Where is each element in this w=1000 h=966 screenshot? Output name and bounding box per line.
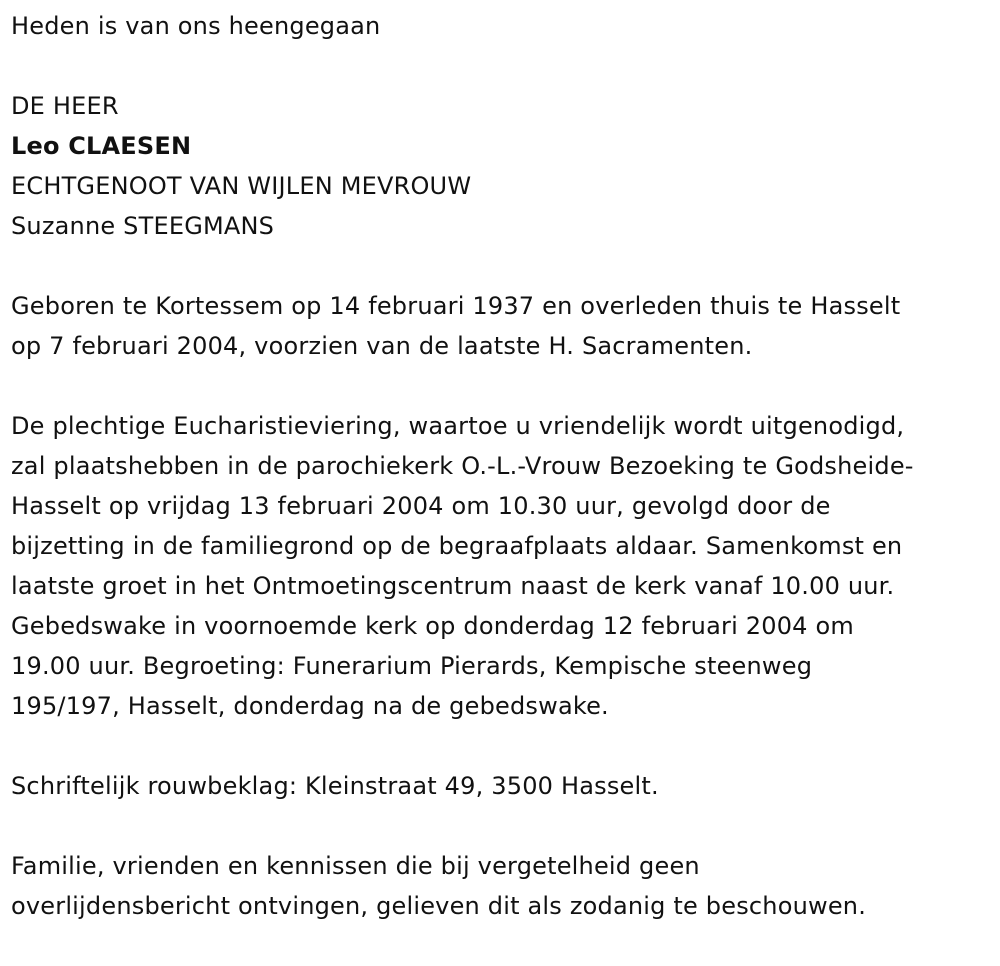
- condolence-paragraph: [11, 766, 996, 806]
- paragraph-line: De plechtige Eucharistieviering, waartoe u vriendelijk wordt uitgenodigd,: [11, 412, 905, 440]
- paragraph-line: Geboren te Kortessem op 14 februari 1937 en overleden thuis te Hasselt: [11, 292, 901, 320]
- paragraph-line: op 7 februari 2004, voorzien van de laatste H. Sacramenten.: [11, 332, 753, 360]
- title-text: DE HEER: [11, 92, 119, 120]
- paragraph-line: Gebedswake in voornoemde kerk op donderdag 12 februari 2004 om: [11, 612, 854, 640]
- birth-death-paragraph: [11, 286, 996, 366]
- paragraph-line: Familie, vrienden en kennissen die bij vergetelheid geen: [11, 852, 700, 880]
- closing-paragraph: [11, 846, 996, 926]
- intro-text: Heden is van ons heengegaan: [11, 12, 381, 40]
- paragraph-line: zal plaatshebben in de parochiekerk O.-L.-Vrouw Bezoeking te Godsheide-: [11, 452, 914, 480]
- spouse-name: Suzanne STEEGMANS: [11, 212, 275, 240]
- paragraph-line: laatste groet in het Ontmoetingscentrum naast de kerk vanaf 10.00 uur.: [11, 572, 895, 600]
- relation-text: ECHTGENOOT VAN WIJLEN MEVROUW: [11, 172, 472, 200]
- paragraph-line: bijzetting in de familiegrond op de begraafplaats aldaar. Samenkomst en: [11, 532, 903, 560]
- deceased-block: [11, 86, 996, 246]
- paragraph-line: overlijdensbericht ontvingen, gelieven dit als zodanig te beschouwen.: [11, 892, 867, 920]
- obituary-document: [11, 0, 996, 926]
- paragraph-line: 19.00 uur. Begroeting: Funerarium Pierards, Kempische steenweg: [11, 652, 813, 680]
- service-paragraph: [11, 406, 996, 726]
- paragraph-line: Hasselt op vrijdag 13 februari 2004 om 10.30 uur, gevolgd door de: [11, 492, 831, 520]
- paragraph-line: 195/197, Hasselt, donderdag na de gebedswake.: [11, 692, 609, 720]
- deceased-name: Leo CLAESEN: [11, 132, 192, 160]
- condolence-address: Schriftelijk rouwbeklag: Kleinstraat 49, 3500 Hasselt.: [11, 772, 659, 800]
